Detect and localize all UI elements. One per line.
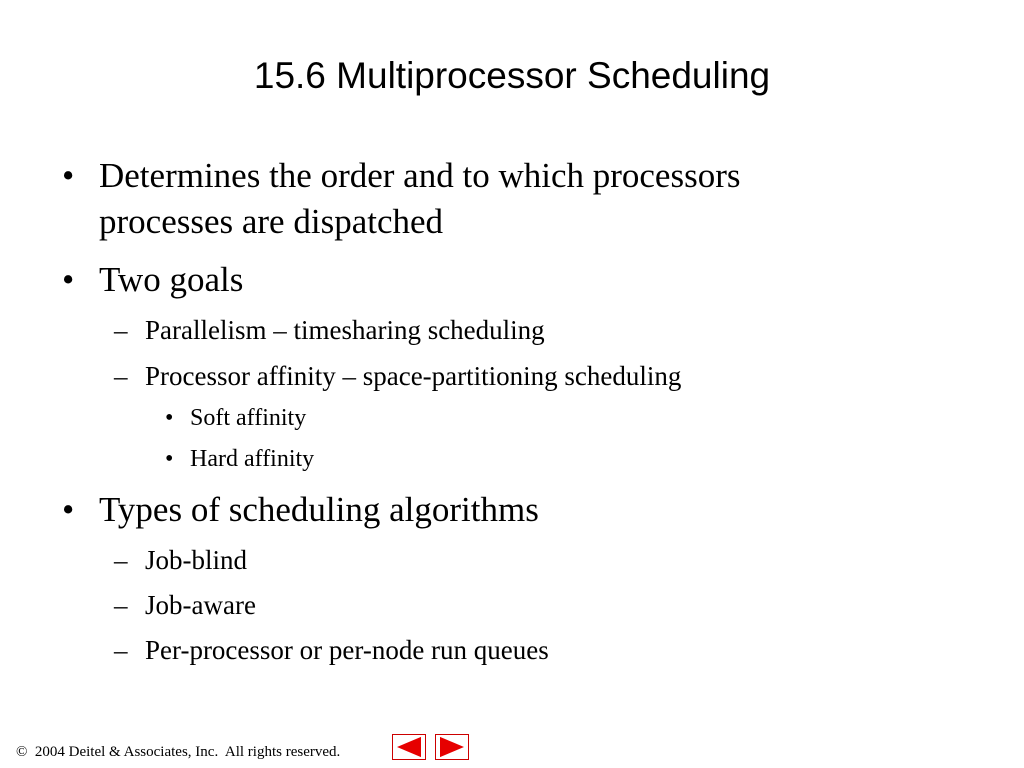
sub-bullet-text: Parallelism – timesharing scheduling	[145, 315, 545, 345]
sub-bullet-item	[114, 588, 256, 622]
dash-marker: –	[114, 361, 128, 391]
sub-bullet-item	[114, 313, 545, 347]
bullet-marker: •	[62, 490, 75, 529]
dash-marker: –	[114, 315, 128, 345]
sub-bullet-text: Per-processor or per-node run queues	[145, 635, 549, 665]
bullet-text: Types of scheduling algorithms	[99, 490, 539, 529]
dash-marker: –	[114, 590, 128, 620]
bullet-item	[62, 487, 539, 533]
dash-marker: –	[114, 635, 128, 665]
bullet-marker: •	[62, 260, 75, 299]
right-arrow-icon	[436, 735, 468, 759]
bullet-item	[62, 257, 243, 303]
bullet-text: Determines the order and to which processors	[99, 156, 741, 195]
sub-sub-bullet-item	[165, 444, 314, 474]
sub-bullet-text: Job-blind	[145, 545, 248, 575]
sub-sub-bullet-text: Hard affinity	[190, 446, 315, 472]
bullet-marker: •	[62, 156, 75, 195]
sub-sub-bullet-item	[165, 403, 306, 433]
slide-title: 15.6 Multiprocessor Scheduling	[253, 55, 771, 96]
left-arrow-icon	[393, 735, 425, 759]
sub-bullet-item	[114, 543, 247, 577]
sub-bullet-item	[114, 633, 549, 667]
bullet-marker: •	[165, 446, 174, 472]
sub-bullet-item	[114, 359, 681, 393]
previous-slide-button[interactable]	[392, 734, 426, 760]
sub-sub-bullet-text: Soft affinity	[190, 405, 307, 431]
copyright-footer: © 2004 Deitel & Associates, Inc. All rights reserved.	[16, 744, 341, 760]
bullet-text: Two goals	[99, 260, 244, 299]
dash-marker: –	[114, 545, 128, 575]
sub-bullet-text: Processor affinity – space-partitioning scheduling	[145, 361, 682, 391]
bullet-text: processes are dispatched	[99, 202, 444, 241]
bullet-marker: •	[165, 405, 174, 431]
bullet-item	[62, 153, 882, 245]
sub-bullet-text: Job-aware	[145, 590, 256, 620]
next-slide-button[interactable]	[435, 734, 469, 760]
